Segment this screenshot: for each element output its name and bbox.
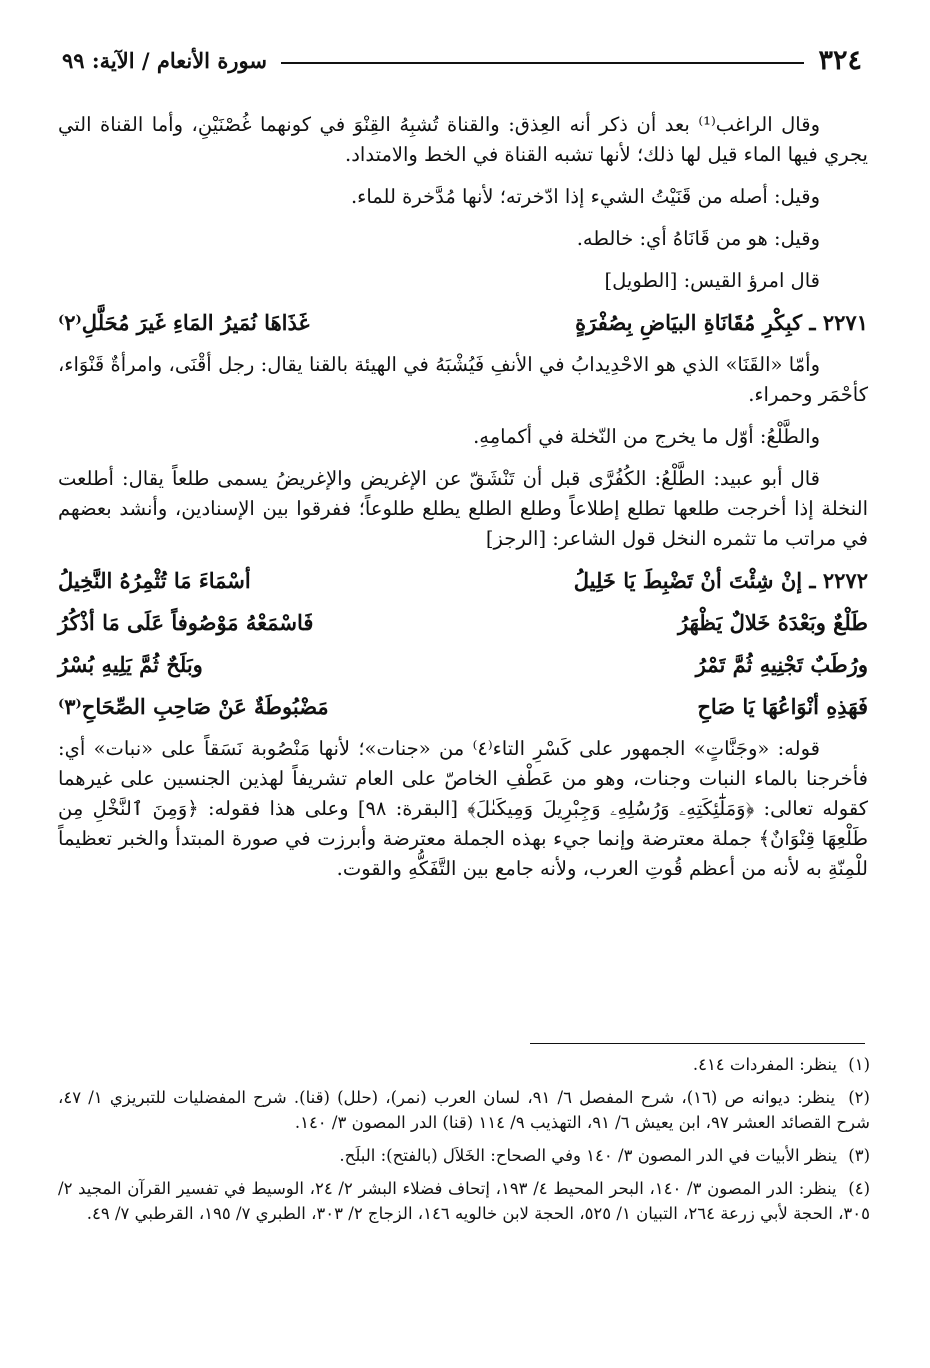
verse-hemistich-right: ٢٢٧١ ـ كبِكْرِ مُقَانَاةِ البيَاضِ بِصُفْرَةٍ [575, 310, 868, 335]
paragraph-qana-nose: وأمّا «القَنَا» الذي هو الاحْدِيدابُ في الأنفِ فَيُشْبَهُ في الهيئة بالقنا يقال: رجل أقْنَى، وامرأةٌ قَنْوَاء، كأحْمَر وحمراء. [58, 353, 868, 406]
running-title: سورة الأنعام / الآية: ٩٩ [62, 47, 267, 73]
paragraph-imru-alqais: قال امرؤ القيس: [الطويل] [604, 269, 820, 292]
footnote-number: (٢) [848, 1088, 870, 1107]
footnote-2 [58, 1085, 870, 1135]
footnote-number: (٣) [848, 1146, 870, 1165]
main-text [58, 110, 868, 896]
verse-hemistich-left: أسْمَاءَ مَا تُثْمِرُهُ النَّخِيلُ [58, 568, 251, 593]
verse-hemistich-right: طَلْعٌ وبَعْدَهُ خَلالٌ يَظْهَرُ [677, 610, 868, 635]
footnote-text: ينظر: ديوانه ص (١٦)، شرح المفصل ٦/ ٩١، لسان العرب (نمر)، (حلل) (قنا). شرح المفضليات للتبريزي ١/ ٤٧، شرح القصائد العشر ٩٧، ابن يعيش ٦/ ٩١، التهذيب ٩/ ١١٤ (قنا) الدر المصون ٣/ ١٤٠. [58, 1088, 870, 1132]
page-header [62, 40, 862, 80]
verse-hemistich-right: ٢٢٧٢ ـ إنْ شِئْتَ أنْ تَضْبِطَ يَا خَلِيلُ [573, 568, 868, 593]
verse-2272-line-2 [58, 608, 868, 638]
paragraph-raghib: وقال الراغب⁽¹⁾ بعد أن ذكر أنه العِذق: والقناة تُشبِهُ القِنْوَ في كونهما غُصْنَيْنِ، وأما القناة التي يجري فيها الماء قيل لها ذلك؛ لأنها تشبه القناة في الخط والامتداد. [58, 113, 868, 166]
paragraph-talaa: والطَّلْعُ: أوّل ما يخرج من النّخلة في أكمامِهِ. [473, 425, 820, 448]
verse-hemistich-left: وبَلَحٌ ثُمَّ يَلِيهِ بُسْرُ [58, 652, 203, 677]
verse-2272-line-1 [58, 566, 868, 596]
footnote-4 [58, 1176, 870, 1226]
verse-2271 [58, 308, 868, 338]
footnote-text: ينظر: الدر المصون ٣/ ١٤٠، البحر المحيط ٤/ ١٩٣، إتحاف فضلاء البشر ٢/ ٢٤، الوسيط في تفسير القرآن المجيد ٢/ ٣٠٥، الحجة لأبي زرعة ٢٦٤، التبيان ١/ ٥٢٥، الحجة لابن خالويه ١٤٦، الزجاج ٢/ ٣٠٣، الطبري ٧/ ١٩٥، القرطبي ٧/ ٤٩. [58, 1179, 870, 1223]
footnotes [58, 1052, 870, 1234]
footnote-number: (٤) [848, 1179, 870, 1198]
verse-hemistich-right: فَهَذِهِ أنْوَاعُهَا يَا صَاحِ [697, 694, 868, 719]
verse-hemistich-left: مَضْبُوطَةٌ عَنْ صَاحِبِ الصِّحَاحِ⁽٣⁾ [58, 694, 329, 719]
verse-hemistich-left: غَذَاهَا نُمَيرُ المَاءِ غَيرَ مُحَلَّلِ⁽٢⁾ [58, 310, 310, 335]
verse-hemistich-right: ورُطَبٌ تَجْنِيهِ ثُمَّ تَمْرُ [695, 652, 868, 677]
footnote-3 [58, 1143, 870, 1168]
footnote-separator [530, 1043, 865, 1044]
footnote-text: ينظر الأبيات في الدر المصون ٣/ ١٤٠ وفي الصحاح: الخَلاَل (بالفتح): البلَح. [339, 1146, 837, 1165]
paragraph-qanahu: وقيل: هو من قَانَاهُ أي: خالطه. [576, 227, 820, 250]
verse-2272-line-4 [58, 692, 868, 722]
verse-2272-line-3 [58, 650, 868, 680]
header-rule [281, 62, 805, 64]
paragraph-qanaytu: وقيل: أصله من قَنَيْتُ الشيء إذا ادّخرته؛ لأنها مُدَّخرة للماء. [350, 185, 820, 208]
page-number: ٣٢٤ [818, 44, 862, 76]
paragraph-abu-ubaid: قال أبو عبيد: الطَّلْعُ: الكُفُرَّى قبل أن تَنْشَقّ عن الإغريض والإغريضُ يسمى طلعاً يقال: أطلعت النخلة إذا أخرجت طلعها تطلع إطلاعاً وطلع الطلع يطلع طلوعاً؛ ففرقوا بين الإسنادين، وأنشد بعضهم في مراتب ما تثمره النخل قول الشاعر: [الرجز] [58, 467, 868, 550]
verse-hemistich-left: فَاسْمَعْهُ مَوْصُوفاً عَلَى مَا أذْكُرُ [58, 610, 314, 635]
footnote-number: (١) [848, 1055, 870, 1074]
paragraph-jannat: قوله: «وجَنَّاتٍ» الجمهور على كَسْرِ التاء⁽٤⁾ من «جنات»؛ لأنها مَنْصُوبة نَسَقاً على «نبات» أي: فأخرجنا بالماء النبات وجنات، وهو من عَطْفِ الخاصّ على العام تشريفاً لهذين الجنسين على غيرهما كقوله تعالى: ﴿وَمَلَٰٓئِكَتِهِۦ وَرُسُلِهِۦ وَجِبْرِيلَ وَمِيكَىٰلَ﴾ [البقرة: ٩٨] وعلى هذا فقوله: ﴿وَمِنَ ٱلنَّخْلِ مِن طَلْعِهَا قِنْوَانٌ﴾ جملة معترضة وإنما جيء بهذه الجملة معترضة وأبرزت في صورة المبتدأ والخبر تعظيماً للْمِنّةِ به لأنه من أعظم قُوتِ العرب، ولأنه جامع بين التَّفَكُّهِ والقوت. [58, 737, 868, 880]
footnote-1 [58, 1052, 870, 1077]
footnote-text: ينظر: المفردات ٤١٤. [692, 1055, 837, 1074]
